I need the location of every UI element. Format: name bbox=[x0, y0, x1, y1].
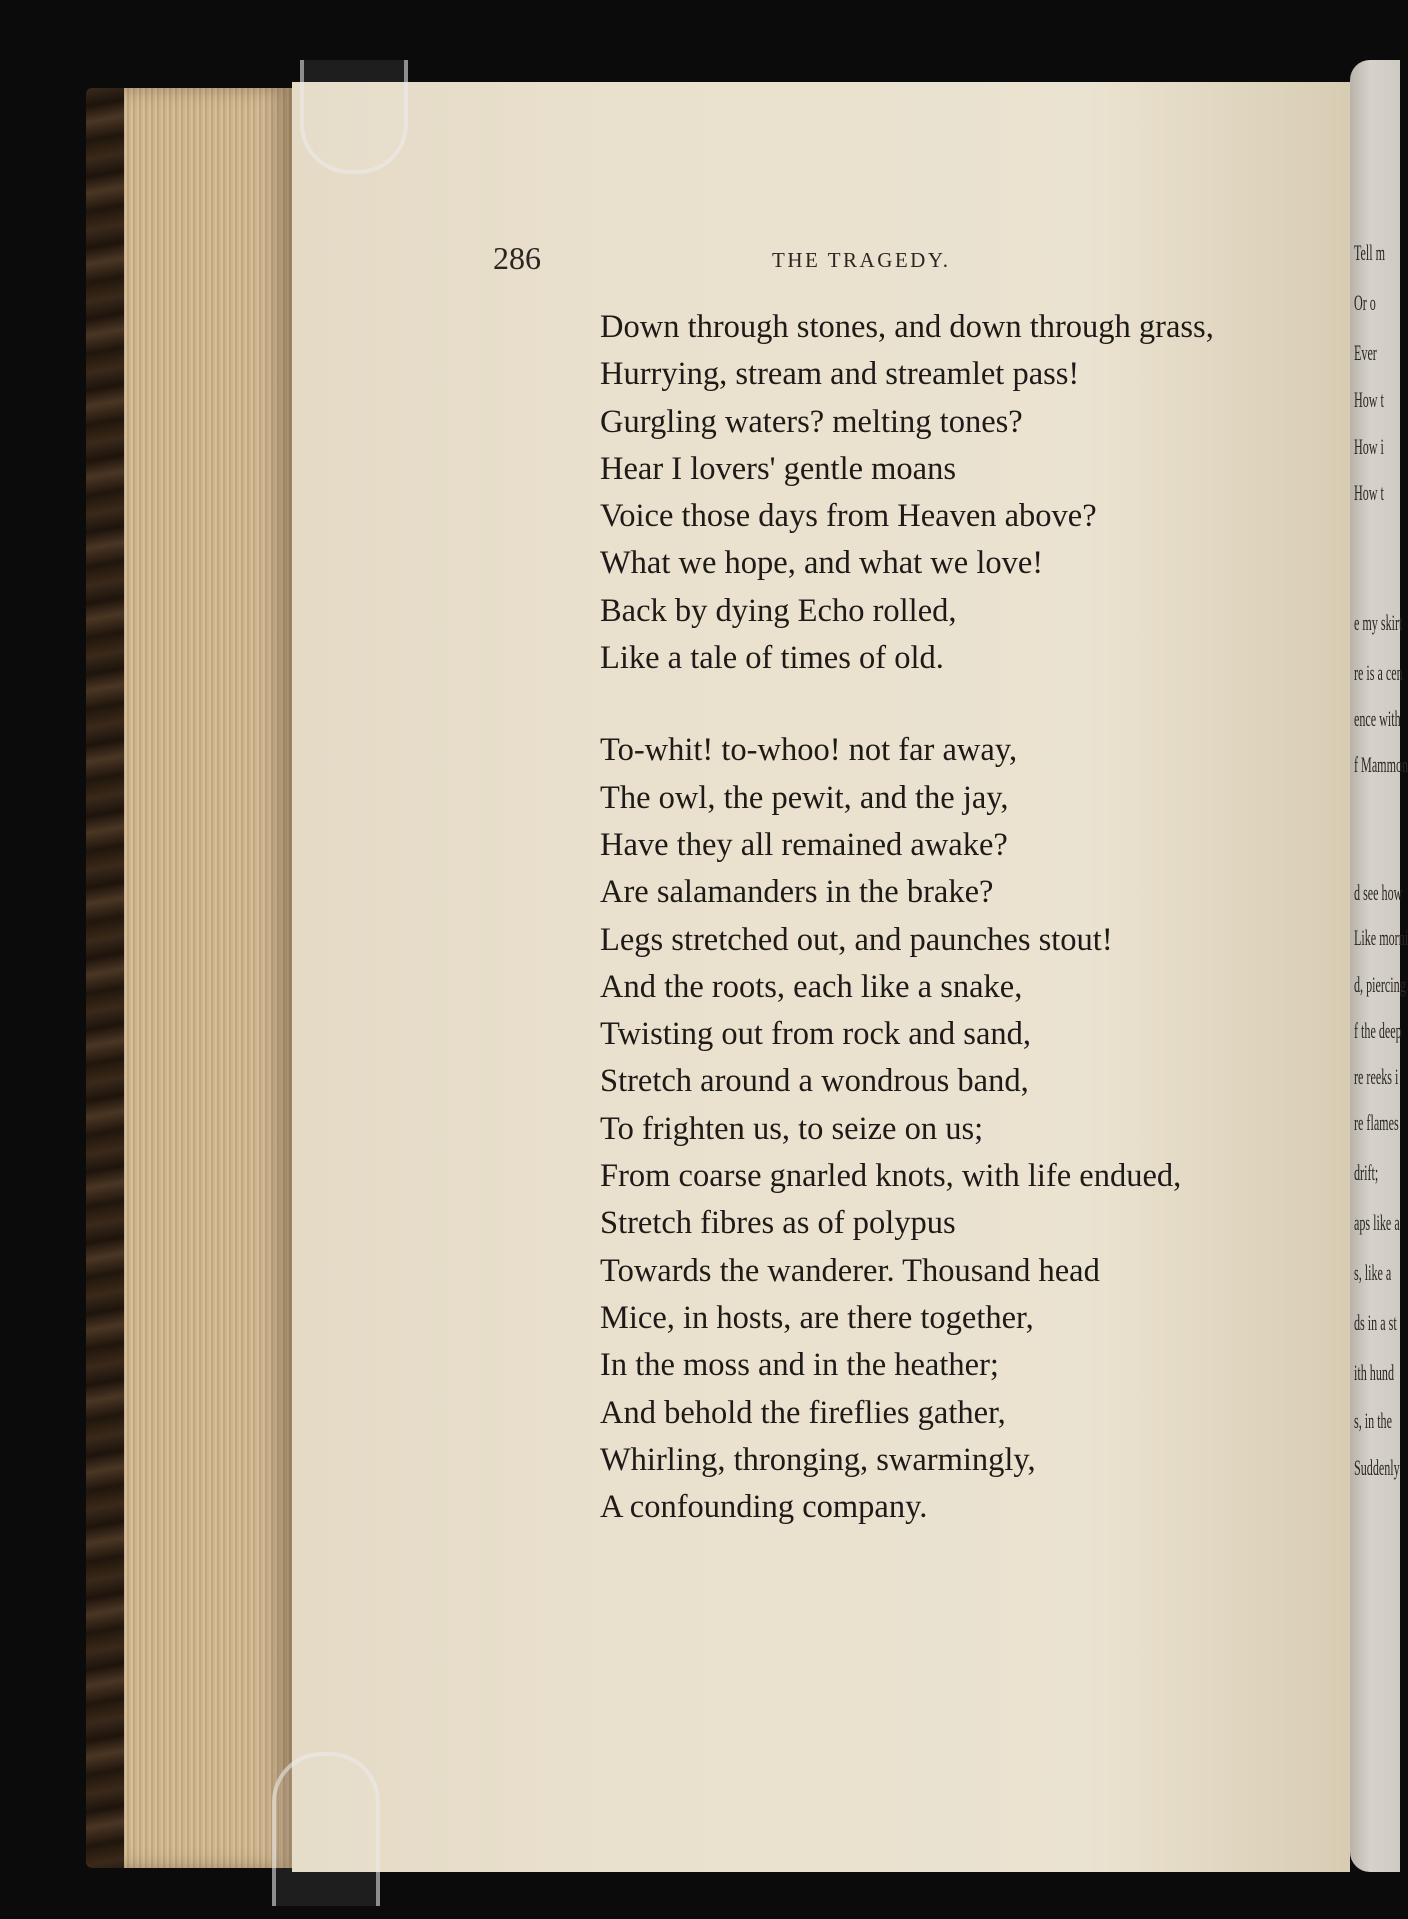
adjacent-page-fragment: d see how bbox=[1354, 880, 1403, 905]
poem-line: From coarse gnarled knots, with life endued, bbox=[600, 1158, 1182, 1195]
poem-line: Whirling, thronging, swarmingly, bbox=[600, 1441, 1036, 1478]
adjacent-page-fragment: s, like a bbox=[1354, 1260, 1392, 1285]
running-title: THE TRAGEDY. bbox=[772, 248, 951, 272]
adjacent-page-fragment: s, in the bbox=[1354, 1408, 1392, 1433]
stanza-break bbox=[600, 682, 1214, 727]
poem-line: Mice, in hosts, are there together, bbox=[600, 1299, 1034, 1336]
adjacent-page-fragment: re flames bbox=[1354, 1110, 1399, 1135]
adjacent-page-fragment: Ever bbox=[1354, 340, 1377, 365]
poem-line: Stretch around a wondrous band, bbox=[600, 1063, 1029, 1100]
adjacent-page-fragment: ence with bbox=[1354, 706, 1401, 731]
poem-line: Back by dying Echo rolled, bbox=[600, 592, 957, 629]
adjacent-page-fragment: f Mammon bbox=[1354, 752, 1408, 777]
poem-line: Down through stones, and down through grass, bbox=[600, 309, 1214, 345]
adjacent-page-edge bbox=[1350, 60, 1408, 1872]
adjacent-page-fragment: Or o bbox=[1354, 290, 1376, 315]
poem-line: And the roots, each like a snake, bbox=[600, 968, 1023, 1005]
poem-line: And behold the fireflies gather, bbox=[600, 1394, 1006, 1431]
poem-line: The owl, the pewit, and the jay, bbox=[600, 779, 1009, 816]
book-clamp-bottom bbox=[272, 1752, 380, 1906]
poem-line: Twisting out from rock and sand, bbox=[600, 1016, 1031, 1053]
adjacent-page-fragment: How t bbox=[1354, 387, 1384, 412]
poem-line: Voice those days from Heaven above? bbox=[600, 498, 1097, 535]
book-clamp-top bbox=[300, 60, 408, 174]
poem-line: In the moss and in the heather; bbox=[600, 1347, 999, 1384]
stanza-2 bbox=[600, 727, 1214, 1531]
poem-line: Gurgling waters? melting tones? bbox=[600, 403, 1023, 440]
adjacent-page-fragment: aps like a bbox=[1354, 1210, 1400, 1235]
page-number: 286 bbox=[493, 240, 541, 276]
adjacent-page-fragment: d, piercing bbox=[1354, 972, 1406, 997]
adjacent-page-fragment: Tell m bbox=[1354, 240, 1386, 265]
poem-line: Hear I lovers' gentle moans bbox=[600, 450, 957, 487]
adjacent-page-fragment: Suddenly bbox=[1354, 1455, 1400, 1480]
poem-text bbox=[600, 304, 1214, 1531]
adjacent-page-fragment: How i bbox=[1354, 434, 1384, 459]
poem-line: Are salamanders in the brake? bbox=[600, 874, 994, 911]
adjacent-page-fragment: Like morni bbox=[1354, 925, 1408, 950]
adjacent-page-fragment: f the deep bbox=[1354, 1018, 1402, 1043]
stanza-1 bbox=[600, 304, 1214, 682]
adjacent-page-fragment: drift; bbox=[1354, 1160, 1379, 1185]
adjacent-page-fragment: ds in a st bbox=[1354, 1310, 1397, 1335]
adjacent-page-fragment: ith hund bbox=[1354, 1360, 1395, 1385]
adjacent-page-fragment: re reeks i bbox=[1354, 1064, 1399, 1089]
poem-line: Like a tale of times of old. bbox=[600, 640, 944, 677]
adjacent-page-fragment: How t bbox=[1354, 480, 1384, 505]
poem-line: What we hope, and what we love! bbox=[600, 545, 1044, 582]
poem-line: Hurrying, stream and streamlet pass! bbox=[600, 356, 1080, 393]
poem-line: Legs stretched out, and paunches stout! bbox=[600, 921, 1113, 958]
adjacent-page-fragment: e my skirt bbox=[1354, 610, 1403, 635]
poem-line: To frighten us, to seize on us; bbox=[600, 1110, 984, 1147]
poem-line: A confounding company. bbox=[600, 1489, 928, 1526]
poem-line: Have they all remained awake? bbox=[600, 826, 1008, 863]
page-stack-edge bbox=[124, 88, 292, 1868]
adjacent-page-fragment: re is a cen bbox=[1354, 660, 1403, 685]
poem-line: Towards the wanderer. Thousand head bbox=[600, 1252, 1100, 1289]
page-header bbox=[0, 240, 1400, 280]
poem-line: Stretch fibres as of polypus bbox=[600, 1205, 956, 1242]
poem-line: To-whit! to-whoo! not far away, bbox=[600, 732, 1018, 769]
